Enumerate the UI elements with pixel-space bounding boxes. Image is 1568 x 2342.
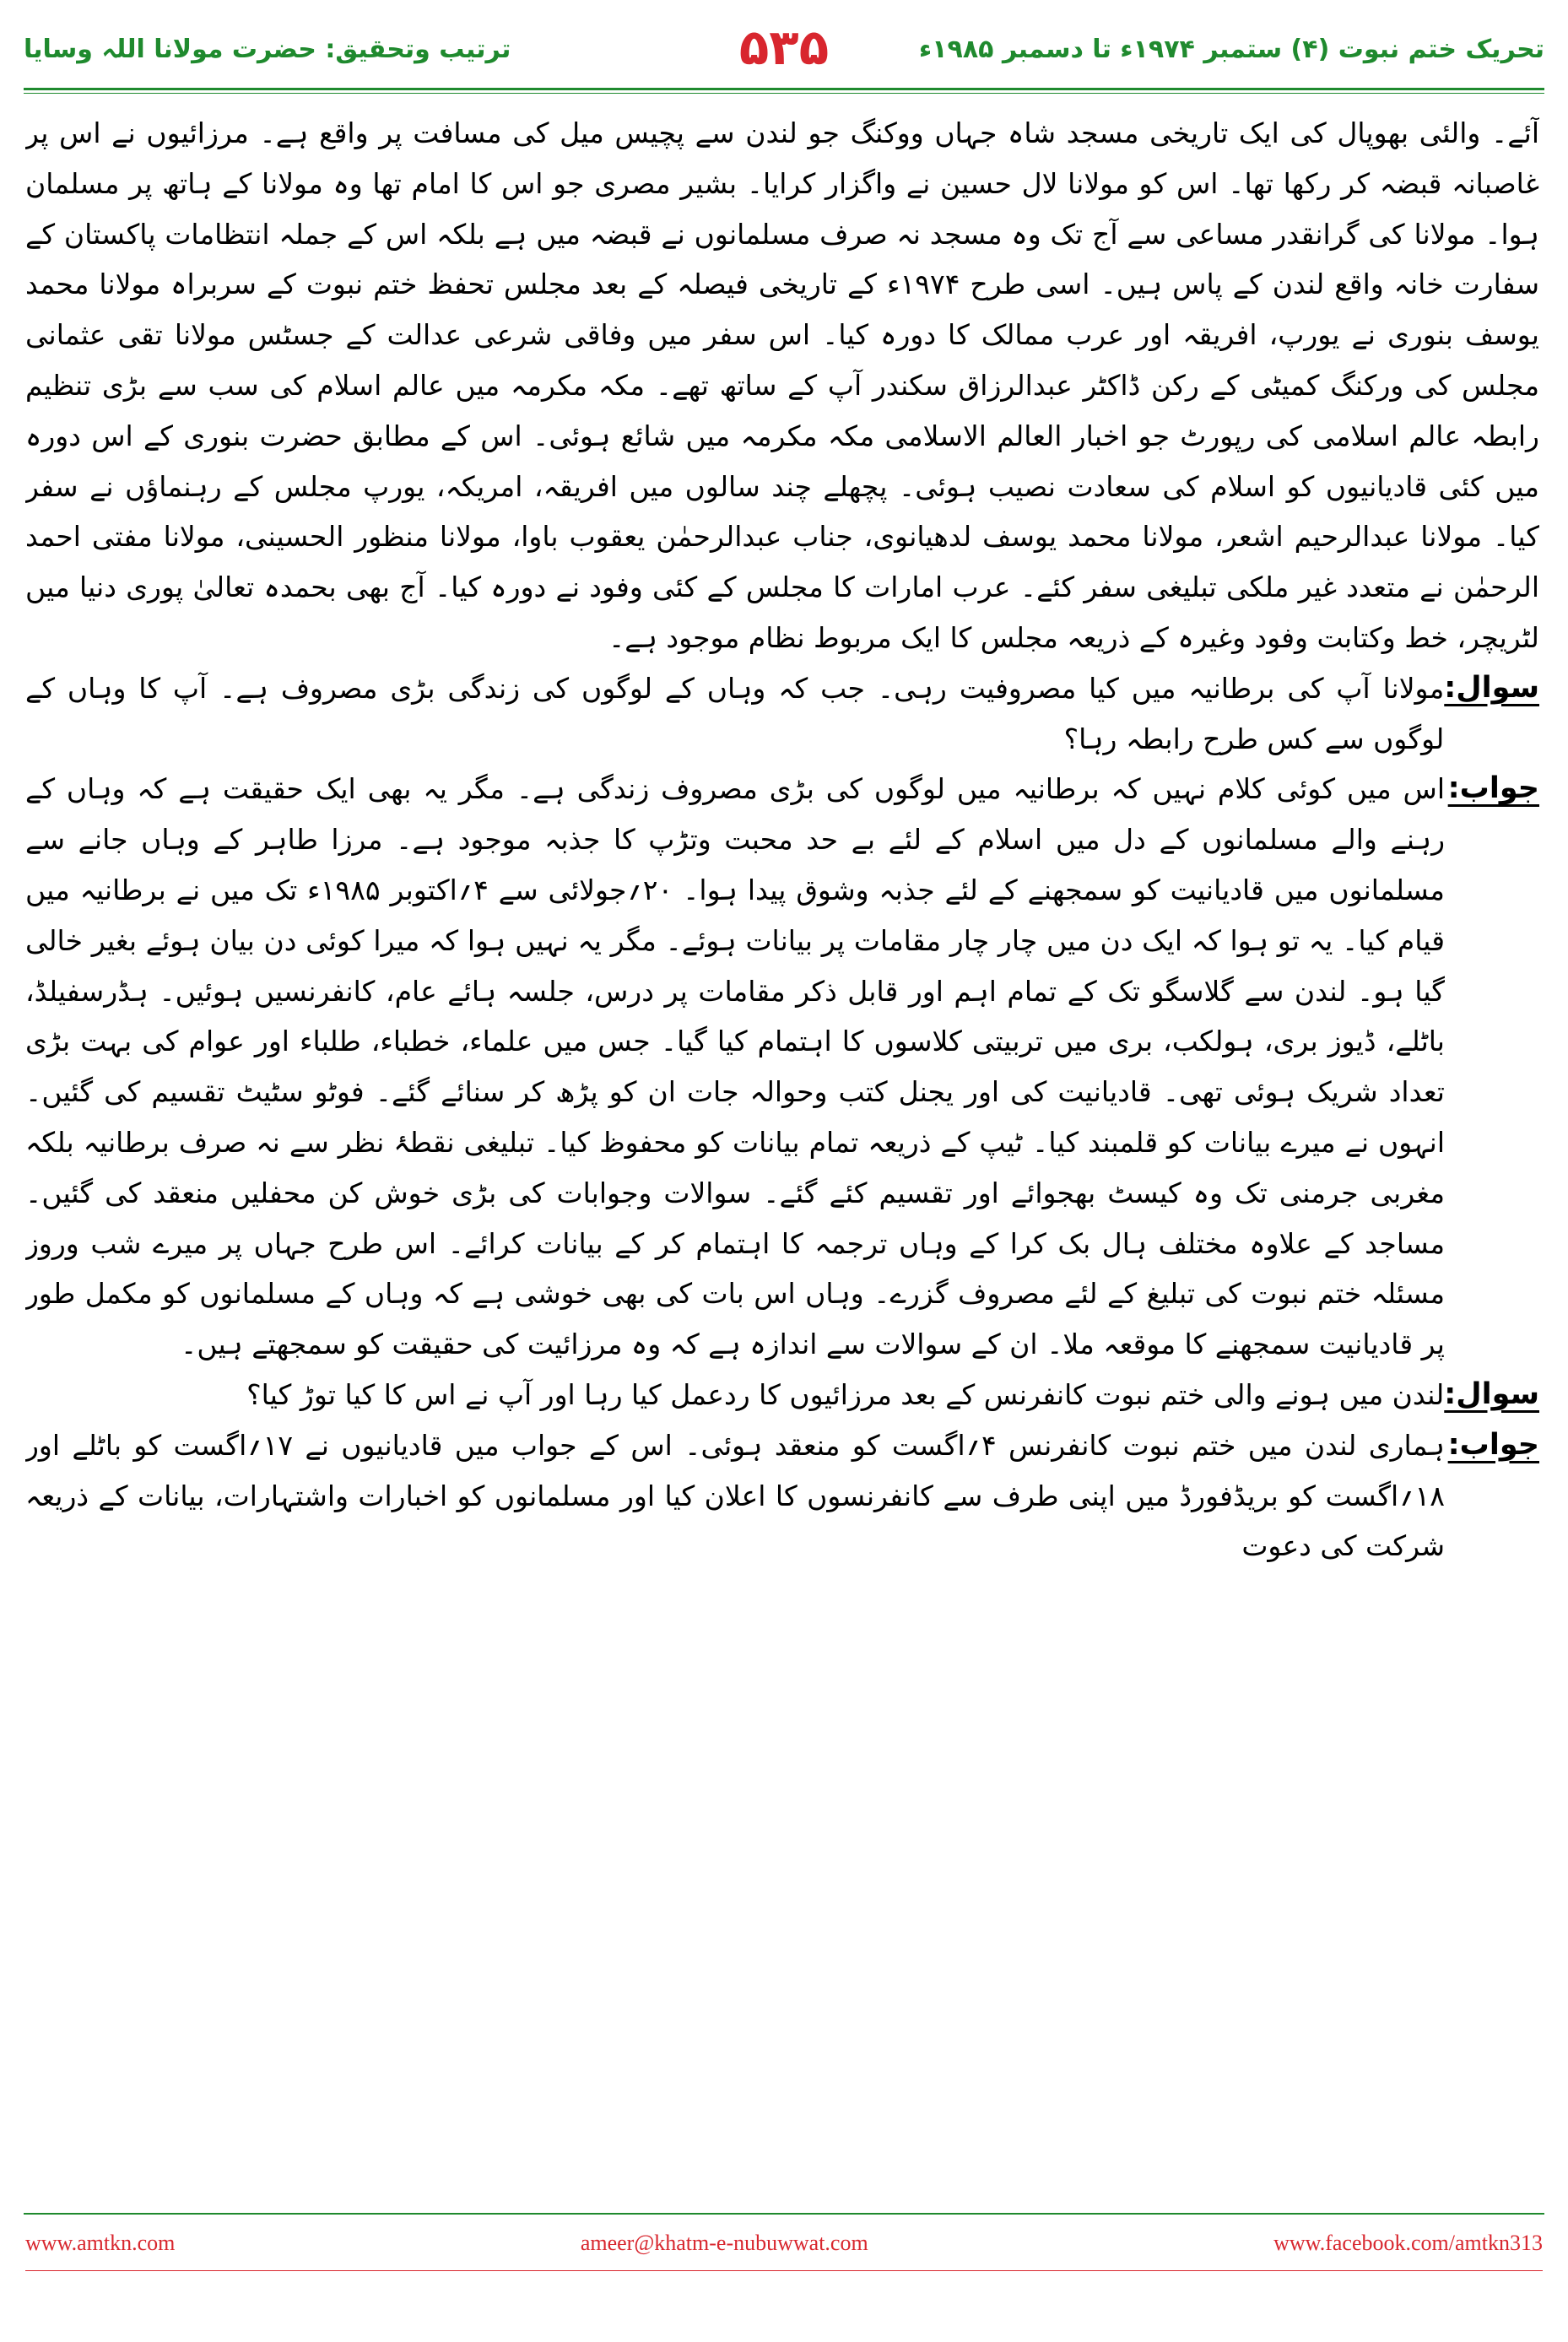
question-text: لندن میں ہونے والی ختم نبوت کانفرنس کے بعد مرزائیوں کا ردعمل کیا رہا اور آپ نے اس کا کیا توڑ کیا؟: [246, 1377, 1445, 1411]
answer-label: جواب:: [1447, 1427, 1539, 1462]
footer-email-link[interactable]: ameer@khatm-e-nubuwwat.com: [580, 2231, 868, 2255]
header-book-title: تحریک ختم نبوت (۴) ستمبر ۱۹۷۴ء تا دسمبر ۱۹۸۵ء: [918, 34, 1544, 64]
answer-text: اس میں کوئی کلام نہیں کہ برطانیہ میں لوگوں کی بڑی مصروف زندگی ہے۔ مگر یہ بھی ایک حقیقت ہے کہ وہاں کے رہنے والے مسلمانوں کے دل میں اسلام کے لئے بے حد محبت وتڑپ کا جذبہ موجود ہے۔ مرزا طاہر کے وہاں جانے سے مسلمانوں میں قادیانیت کو سمجھنے کے لئے جذبہ وشوق پیدا ہوا۔ ۲۰؍جولائی سے ۴؍اکتوبر ۱۹۸۵ء تک میں نے برطانیہ میں قیام کیا۔ یہ تو ہوا کہ ایک دن میں چار چار مقامات پر بیانات ہوئے۔ مگر یہ نہیں ہوا کہ میرا کوئی دن بیان ہوئے بغیر خالی گیا ہو۔ لندن سے گلاسگو تک کے تمام اہم اور قابل ذکر مقامات پر درس، جلسہ ہائے عام، کانفرنسیں ہوئیں۔ ہڈرسفیلڈ، باٹلے، ڈیوز بری، ہولکب، بری میں تربیتی کلاسوں کا اہتمام کیا گیا۔ جس میں علماء، خطباء، طلباء اور عوام کی بہت بڑی تعداد شریک ہوئی تھی۔ قادیانیت کی اور یجنل کتب وحوالہ جات ان کو پڑھ کر سنائے گئے۔ فوٹو سٹیٹ تقسیم کی گئیں۔ انہوں نے میرے بیانات کو قلمبند کیا۔ ٹیپ کے ذریعہ تمام بیانات کو محفوظ کیا۔ تبلیغی نقطۂ نظر سے نہ صرف برطانیہ بلکہ مغربی جرمنی تک وہ کیسٹ بھجوائے اور تقسیم کئے گئے۔ سوالات وجوابات کی بڑی خوش کن محفلیں منعقد کی گئیں۔ مساجد کے علاوہ مختلف ہال بک کرا کے وہاں ترجمہ کا اہتمام کر کے بیانات کرائے۔ اس طرح جہاں پر میرے شب وروز مسئلہ ختم نبوت کی تبلیغ کے لئے مصروف گزرے۔ وہاں اس بات کی بھی خوشی ہے کہ وہاں کے مسلمانوں کو مکمل طور پر قادیانیت سمجھنے کا موقعہ ملا۔ ان کے سوالات سے اندازہ ہے کہ وہ مرزائیت کی حقیقت کو سمجھتے ہیں۔: [25, 772, 1445, 1361]
page-header: [24, 15, 1544, 83]
answer-text: ہماری لندن میں ختم نبوت کانفرنس ۴؍اگست کو منعقد ہوئی۔ اس کے جواب میں قادیانیوں نے ۱۷؍اگست کو باٹلے اور ۱۸؍اگست کو بریڈفورڈ میں اپنی طرف سے کانفرنسوں کا اعلان کیا اور مسلمانوں کو اخبارات واشتہارات، بیانات کے ذریعہ شرکت کی دعوت: [25, 1428, 1446, 1563]
qa-block-question-1: [25, 663, 1539, 765]
answer-label: جواب:: [1447, 771, 1539, 806]
header-compiler-credit: ترتیب وتحقیق: حضرت مولانا اللہ وسایا: [24, 34, 511, 64]
question-label: سوال:: [1444, 1377, 1539, 1411]
intro-paragraph: آئے۔ والئی بھوپال کی ایک تاریخی مسجد شاہ جہاں ووکنگ جو لندن سے پچیس میل کی مسافت پر واقع ہے۔ مرزائیوں نے اس پر غاصبانہ قبضہ کر رکھا تھا۔ اس کو مولانا لال حسین نے واگزار کرایا۔ بشیر مصری جو اس کا امام تھا وہ مولانا کے ہاتھ پر مسلمان ہوا۔ مولانا کی گرانقدر مساعی سے آج تک وہ مسجد نہ صرف مسلمانوں نے قبضہ میں ہے بلکہ اس کے جملہ انتظامات پاکستان کے سفارت خانہ واقع لندن کے پاس ہیں۔ اسی طرح ۱۹۷۴ء کے تاریخی فیصلہ کے بعد مجلس تحفظ ختم نبوت کے سربراہ مولانا محمد یوسف بنوری نے یورپ، افریقہ اور عرب ممالک کا دورہ کیا۔ اس سفر میں وفاقی شرعی عدالت کے جسٹس مولانا تقی عثمانی مجلس کی ورکنگ کمیٹی کے رکن ڈاکٹر عبدالرزاق سکندر آپ کے ساتھ تھے۔ مکہ مکرمہ میں عالم اسلام کی سب سے بڑی تنظیم رابطہ عالم اسلامی کی رپورٹ جو اخبار العالم الاسلامی مکہ مکرمہ میں شائع ہوئی۔ اس کے مطابق حضرت بنوری کے اس دورہ میں کئی قادیانیوں کو اسلام کی سعادت نصیب ہوئی۔ پچھلے چند سالوں میں افریقہ، امریکہ، یورپ مجلس کے رہنماؤں نے سفر کیا۔ مولانا عبدالرحیم اشعر، مولانا محمد یوسف لدھیانوی، جناب عبدالرحمٰن یعقوب باوا، مولانا منظور الحسینی، مولانا مفتی احمد الرحمٰن نے متعدد غیر ملکی تبلیغی سفر کئے۔ عرب امارات کا مجلس کے کئی وفود نے دورہ کیا۔ آج بھی بحمدہ تعالیٰ پوری دنیا میں لٹریچر، خط وکتابت وفود وغیرہ کے ذریعہ مجلس کا ایک مربوط نظام موجود ہے۔: [25, 116, 1539, 654]
page-body: [25, 108, 1539, 2215]
qa-block-answer-1: [25, 764, 1539, 1370]
footer-divider: [24, 2213, 1544, 2215]
footer-underline: [25, 2270, 1543, 2271]
header-divider: [24, 88, 1544, 90]
question-text: مولانا آپ کی برطانیہ میں کیا مصروفیت رہی۔ جب کہ وہاں کے لوگوں کی زندگی بڑی مصروف ہے۔ آپ کا وہاں کے لوگوں سے کس طرح رابطہ رہا؟: [25, 671, 1445, 755]
question-label: سوال:: [1444, 670, 1539, 705]
qa-block-question-2: [25, 1370, 1539, 1420]
header-divider-thin: [24, 93, 1544, 94]
page-number: ۵۳۵: [738, 19, 830, 76]
footer-website-link[interactable]: www.amtkn.com: [25, 2231, 176, 2255]
page-footer: [25, 2218, 1543, 2269]
footer-facebook-link[interactable]: www.facebook.com/amtkn313: [1273, 2231, 1543, 2255]
qa-block-answer-2: [25, 1420, 1539, 1571]
